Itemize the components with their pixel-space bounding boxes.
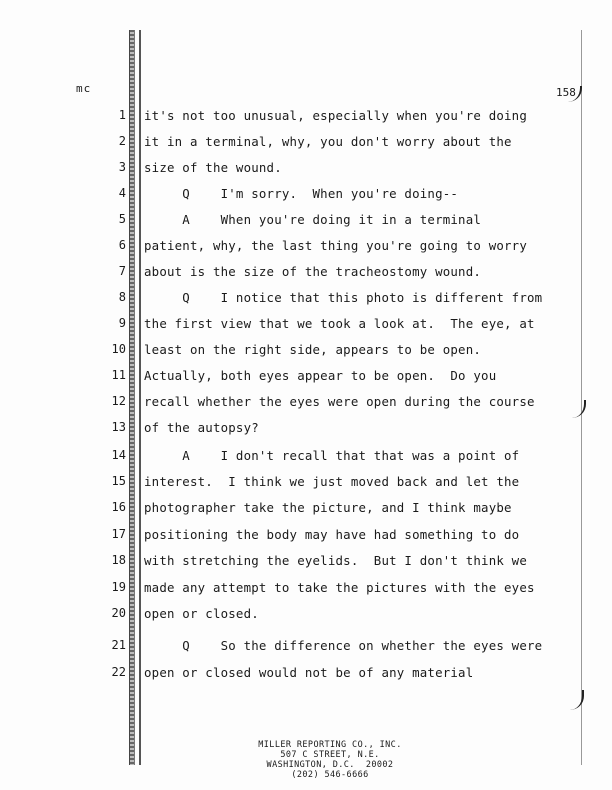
line-number: 15 [111,474,126,488]
line-number: 18 [111,553,126,567]
line-text: interest. I think we just moved back and let the [144,474,520,489]
line-text: photographer take the picture, and I think maybe [144,500,512,515]
line-number: 1 [118,108,126,122]
page-number: 158 [556,86,576,99]
line-number: 21 [111,638,126,652]
line-text: Q So the difference on whether the eyes were [144,638,543,653]
line-number: 14 [111,448,126,462]
line-text: positioning the body may have had something to do [144,527,520,542]
line-text: open or closed would not be of any material [144,665,474,680]
line-text: A When you're doing it in a terminal [144,212,482,227]
line-number: 16 [111,500,126,514]
line-number: 12 [111,394,126,408]
line-text: of the autopsy? [144,420,259,435]
line-text: recall whether the eyes were open during the course [144,394,535,409]
line-number: 2 [118,134,126,148]
transcript-line [0,264,612,290]
line-number: 7 [118,264,126,278]
line-number: 5 [118,212,126,226]
transcript-line [0,448,612,474]
line-text: size of the wound. [144,160,282,175]
footer-street: 507 C STREET, N.E. [280,750,380,760]
footer-phone: (202) 546-6666 [291,770,369,780]
line-text: least on the right side, appears to be open. [144,342,482,357]
line-text: it in a terminal, why, you don't worry about the [144,134,512,149]
transcript-line [0,238,612,264]
line-text: Actually, both eyes appear to be open. Do you [144,368,497,383]
transcript-line [0,665,612,691]
line-text: made any attempt to take the pictures with the eyes [144,580,535,595]
line-number: 8 [118,290,126,304]
line-text: about is the size of the tracheostomy wound. [144,264,482,279]
transcript-line [0,290,612,316]
line-number: 10 [111,342,126,356]
line-number: 19 [111,580,126,594]
line-text: A I don't recall that that was a point of [144,448,520,463]
line-text: patient, why, the last thing you're going to worry [144,238,527,253]
line-number: 22 [111,665,126,679]
line-number: 3 [118,160,126,174]
transcript-line [0,316,612,342]
transcript-line [0,160,612,186]
transcript-line [0,580,612,606]
line-text: Q I'm sorry. When you're doing-- [144,186,459,201]
transcript-line [0,368,612,394]
transcript-line [0,553,612,579]
transcript-line [0,638,612,664]
line-text: it's not too unusual, especially when you're doing [144,108,527,123]
footer-company-name: MILLER REPORTING CO., INC. [258,740,402,750]
line-text: the first view that we took a look at. The eye, at [144,316,535,331]
transcript-line [0,500,612,526]
transcript-line [0,527,612,553]
line-number: 9 [118,316,126,330]
line-text: Q I notice that this photo is different from [144,290,543,305]
reporter-initials: mc [76,82,92,95]
transcript-line [0,342,612,368]
transcript-line [0,186,612,212]
line-text: with stretching the eyelids. But I don't think we [144,553,527,568]
transcript-line [0,474,612,500]
line-number: 17 [111,527,126,541]
line-number: 4 [118,186,126,200]
footer-city: WASHINGTON, D.C. 20002 [266,760,394,770]
transcript-line [0,212,612,238]
line-number: 13 [111,420,126,434]
line-number: 11 [111,368,126,382]
line-text: open or closed. [144,606,259,621]
transcript-line [0,420,612,446]
line-number: 20 [111,606,126,620]
transcript-line [0,134,612,160]
reporting-company-footer [200,740,460,780]
transcript-line [0,108,612,134]
line-number: 6 [118,238,126,252]
transcript-line [0,394,612,420]
transcript-line [0,606,612,632]
